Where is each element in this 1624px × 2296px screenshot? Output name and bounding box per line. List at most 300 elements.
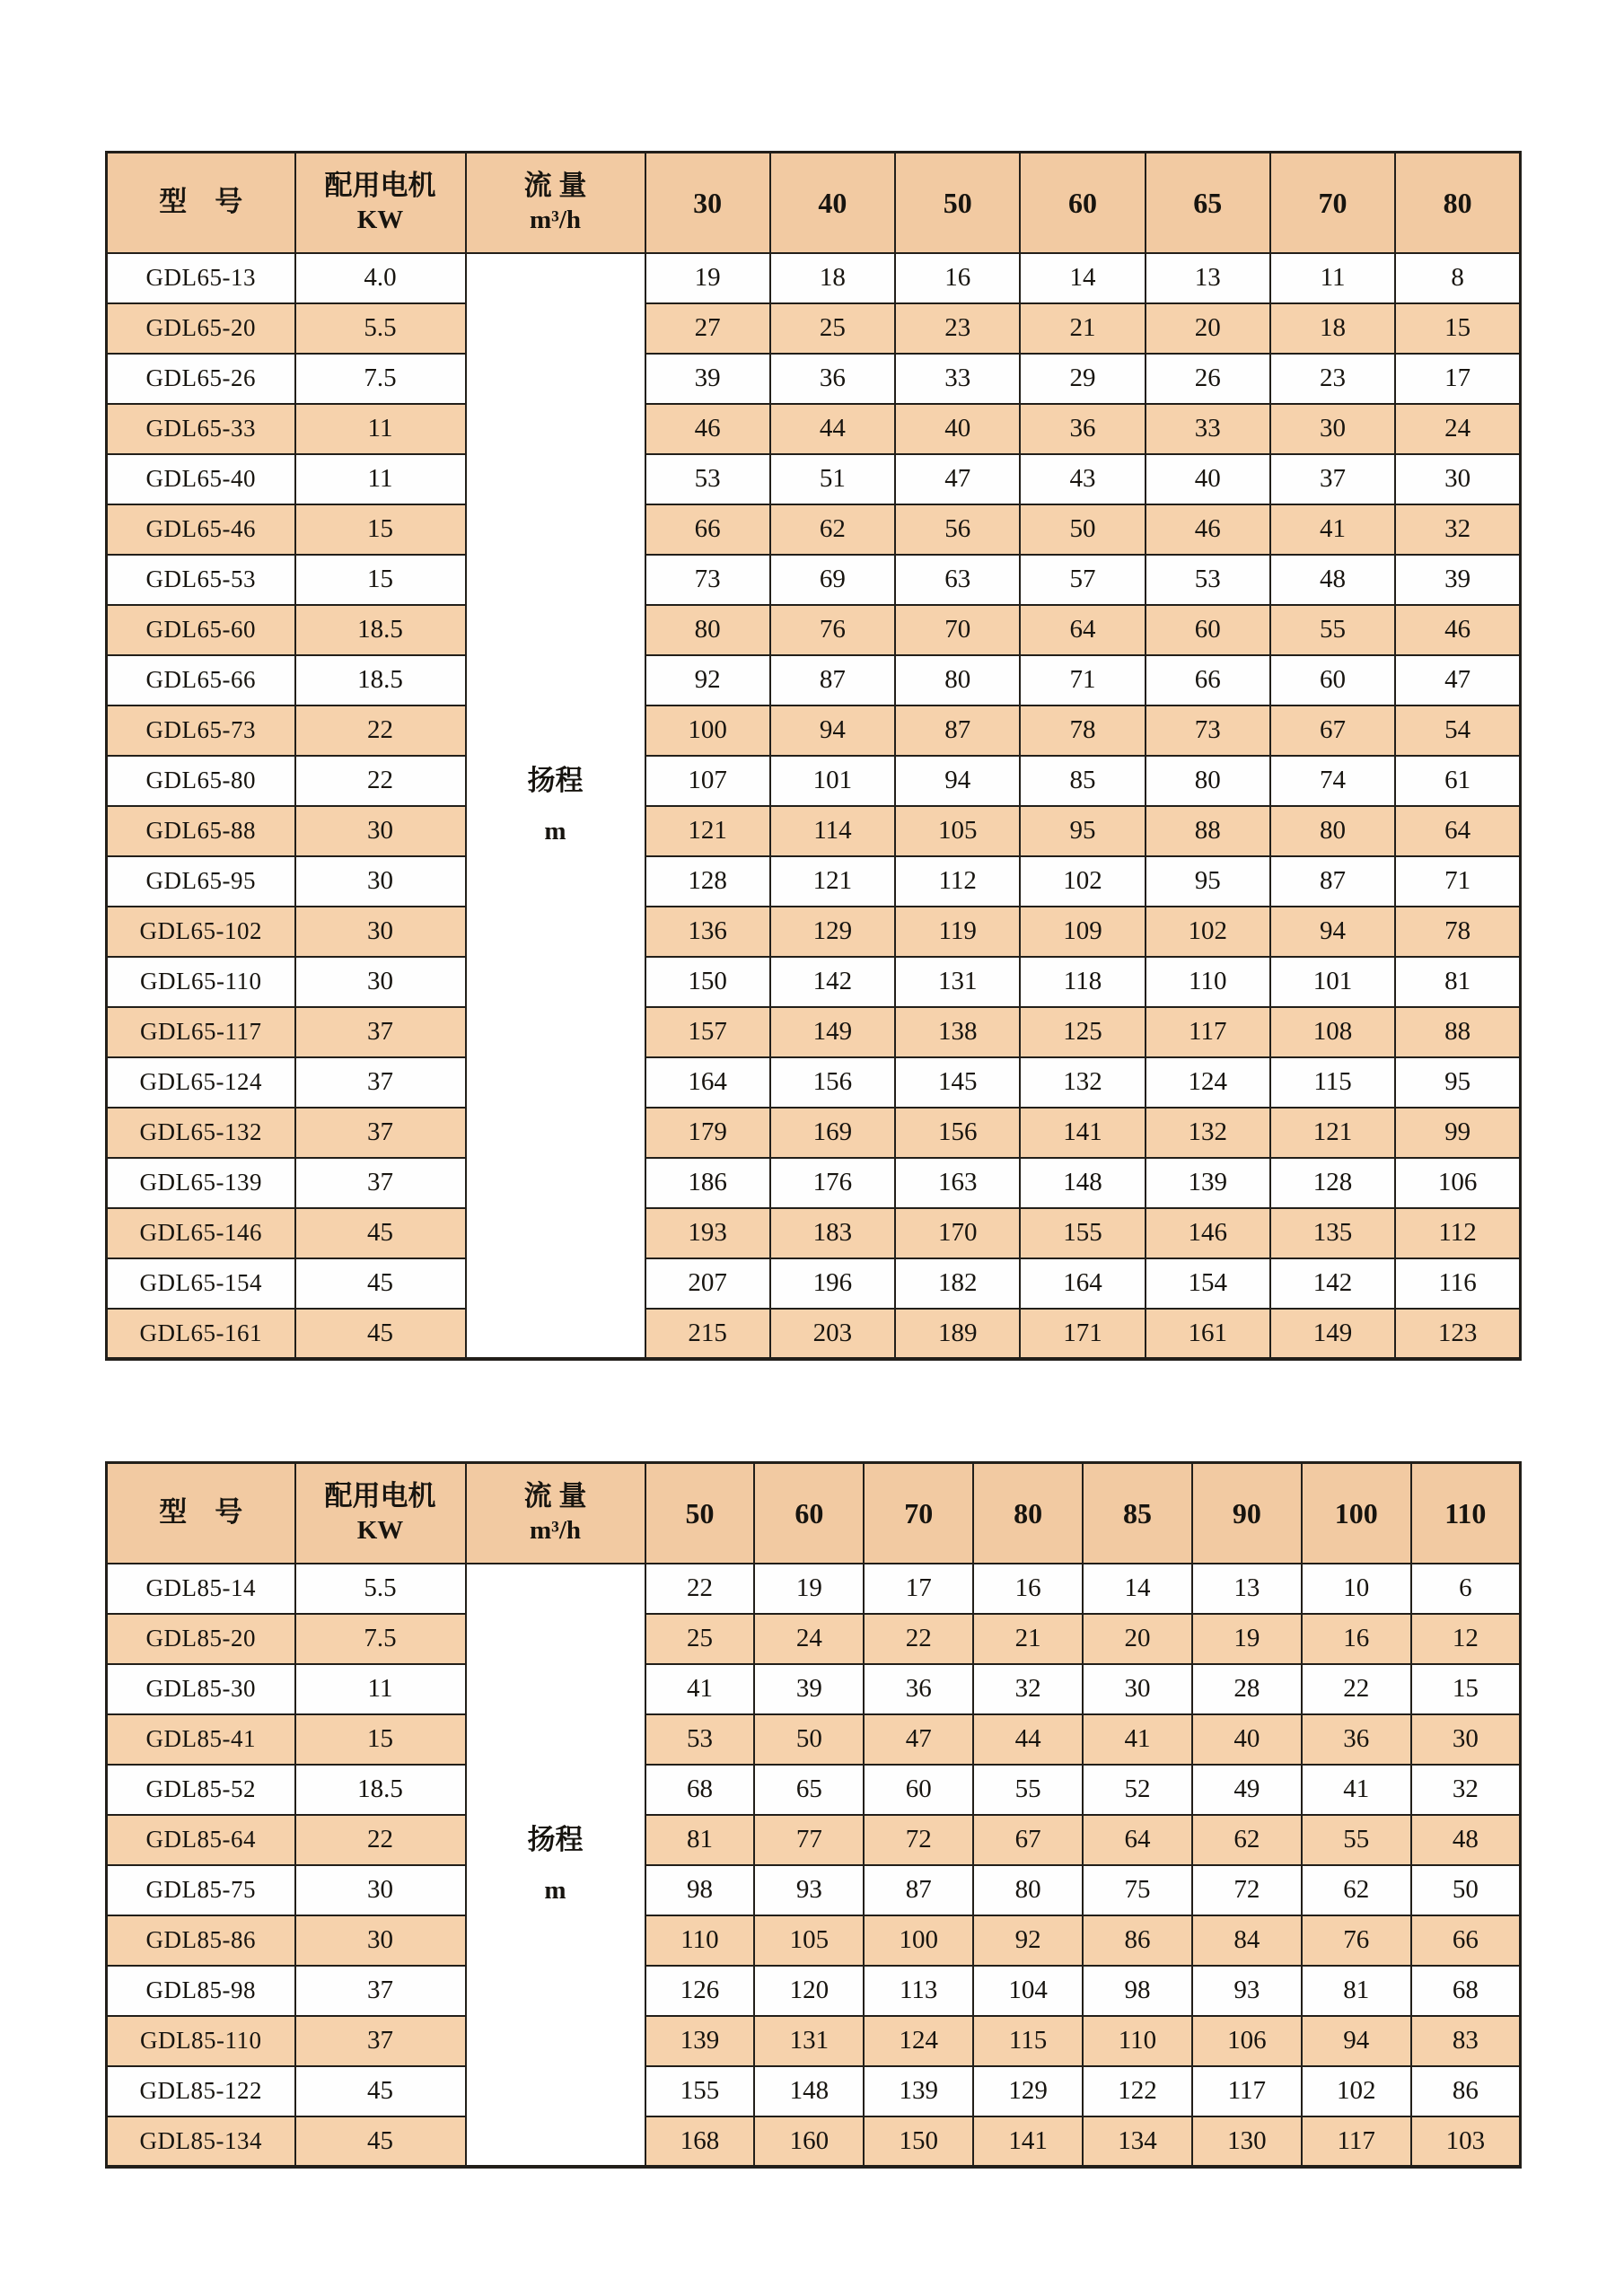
table-body	[107, 1564, 1521, 2167]
cell-head-value: 155	[1020, 1208, 1145, 1258]
cell-head-value: 73	[1146, 705, 1270, 756]
cell-model: GDL65-88	[107, 806, 295, 856]
cell-head-value: 87	[1270, 856, 1395, 907]
cell-model: GDL65-124	[107, 1057, 295, 1108]
cell-head-value: 107	[645, 756, 770, 806]
cell-head-value: 88	[1395, 1007, 1520, 1057]
pump-spec-table-gdl65	[105, 151, 1522, 1361]
cell-head-value: 104	[973, 1966, 1083, 2016]
cell-head-value: 13	[1146, 253, 1270, 303]
cell-head-value: 86	[1083, 1915, 1192, 1966]
cell-head-value: 55	[1302, 1815, 1411, 1865]
cell-head-value: 52	[1083, 1765, 1192, 1815]
cell-head-value: 196	[770, 1258, 895, 1309]
table-row	[107, 2016, 1521, 2066]
cell-head-value: 73	[645, 555, 770, 605]
cell-model: GDL85-86	[107, 1915, 295, 1966]
motor-unit: KW	[356, 206, 404, 234]
cell-head-value: 156	[895, 1108, 1020, 1158]
cell-head-value: 131	[895, 957, 1020, 1007]
cell-head-value: 118	[1020, 957, 1145, 1007]
cell-motor-kw: 45	[295, 2116, 466, 2167]
col-header-flow-85: 85	[1083, 1463, 1192, 1564]
cell-head-value: 101	[1270, 957, 1395, 1007]
table-row	[107, 555, 1521, 605]
cell-head-value: 163	[895, 1158, 1020, 1208]
table-row	[107, 1057, 1521, 1108]
cell-head-value: 53	[645, 1714, 755, 1765]
cell-head-value: 29	[1020, 354, 1145, 404]
cell-head-value: 60	[1146, 605, 1270, 655]
cell-head-value: 80	[973, 1865, 1083, 1915]
cell-head-value: 8	[1395, 253, 1520, 303]
cell-head-value: 15	[1395, 303, 1520, 354]
table-row	[107, 907, 1521, 957]
cell-head-value: 108	[1270, 1007, 1395, 1057]
cell-head-value: 36	[770, 354, 895, 404]
cell-head-value: 47	[1395, 655, 1520, 705]
table-row	[107, 1664, 1521, 1714]
cell-head-value: 122	[1083, 2066, 1192, 2116]
cell-head-value: 66	[1146, 655, 1270, 705]
table-row	[107, 806, 1521, 856]
cell-head-value: 24	[754, 1614, 864, 1664]
cell-head-value: 114	[770, 806, 895, 856]
cell-head-value: 32	[1411, 1765, 1521, 1815]
cell-head-value: 115	[973, 2016, 1083, 2066]
cell-motor-kw: 15	[295, 1714, 466, 1765]
table-row	[107, 655, 1521, 705]
cell-head-value: 109	[1020, 907, 1145, 957]
cell-motor-kw: 37	[295, 1966, 466, 2016]
pump-spec-table-gdl85	[105, 1461, 1522, 2169]
cell-head-value: 48	[1270, 555, 1395, 605]
cell-head-value: 87	[895, 705, 1020, 756]
table-row	[107, 1765, 1521, 1815]
table-row	[107, 253, 1521, 303]
cell-motor-kw: 5.5	[295, 303, 466, 354]
cell-model: GDL85-41	[107, 1714, 295, 1765]
cell-head-value: 19	[645, 253, 770, 303]
cell-head-value: 142	[770, 957, 895, 1007]
cell-head-value: 98	[645, 1865, 755, 1915]
cell-head-value: 16	[1302, 1614, 1411, 1664]
cell-head-value: 146	[1146, 1208, 1270, 1258]
cell-head-value: 16	[895, 253, 1020, 303]
col-header-model: 型 号	[107, 1463, 295, 1564]
cell-head-value: 46	[1395, 605, 1520, 655]
cell-head-value: 125	[1020, 1007, 1145, 1057]
cell-head-value: 55	[973, 1765, 1083, 1815]
cell-head-value: 193	[645, 1208, 770, 1258]
cell-head-value: 74	[1270, 756, 1395, 806]
col-header-flow-50: 50	[645, 1463, 755, 1564]
cell-model: GDL65-20	[107, 303, 295, 354]
cell-head-value: 51	[770, 454, 895, 504]
cell-head-value: 171	[1020, 1309, 1145, 1359]
table-row	[107, 1007, 1521, 1057]
cell-head-value: 129	[770, 907, 895, 957]
cell-head-value: 115	[1270, 1057, 1395, 1108]
cell-head-value: 71	[1020, 655, 1145, 705]
cell-head-value: 77	[754, 1815, 864, 1865]
cell-head-value: 141	[973, 2116, 1083, 2167]
col-header-flow-60: 60	[1020, 153, 1145, 253]
flow-unit: m³/h	[529, 206, 582, 234]
cell-model: GDL85-52	[107, 1765, 295, 1815]
cell-head-value: 95	[1395, 1057, 1520, 1108]
cell-model: GDL65-102	[107, 907, 295, 957]
cell-head-value: 80	[645, 605, 770, 655]
cell-model: GDL65-66	[107, 655, 295, 705]
cell-head-value: 71	[1395, 856, 1520, 907]
cell-head-value: 78	[1395, 907, 1520, 957]
cell-head-value: 50	[1020, 504, 1145, 555]
cell-head-value: 121	[645, 806, 770, 856]
cell-model: GDL65-80	[107, 756, 295, 806]
col-header-motor	[295, 153, 466, 253]
cell-head-value: 43	[1020, 454, 1145, 504]
col-header-flow-40: 40	[770, 153, 895, 253]
cell-model: GDL85-110	[107, 2016, 295, 2066]
cell-head-value: 124	[864, 2016, 973, 2066]
cell-model: GDL65-13	[107, 253, 295, 303]
cell-head-value: 117	[1192, 2066, 1302, 2116]
cell-motor-kw: 4.0	[295, 253, 466, 303]
cell-head-value: 49	[1192, 1765, 1302, 1815]
head-column-merged-cell	[466, 253, 645, 1359]
cell-head-value: 176	[770, 1158, 895, 1208]
cell-head-value: 55	[1270, 605, 1395, 655]
cell-motor-kw: 30	[295, 1915, 466, 1966]
cell-head-value: 40	[1146, 454, 1270, 504]
cell-head-value: 150	[864, 2116, 973, 2167]
cell-head-value: 84	[1192, 1915, 1302, 1966]
cell-head-value: 215	[645, 1309, 770, 1359]
cell-head-value: 66	[1411, 1915, 1521, 1966]
cell-head-value: 47	[895, 454, 1020, 504]
cell-head-value: 39	[645, 354, 770, 404]
cell-head-value: 186	[645, 1158, 770, 1208]
cell-head-value: 64	[1020, 605, 1145, 655]
col-header-flow-65: 65	[1146, 153, 1270, 253]
cell-head-value: 80	[1146, 756, 1270, 806]
cell-head-value: 21	[973, 1614, 1083, 1664]
col-header-flow-70: 70	[1270, 153, 1395, 253]
cell-head-value: 64	[1395, 806, 1520, 856]
cell-head-value: 16	[973, 1564, 1083, 1614]
cell-head-value: 48	[1411, 1815, 1521, 1865]
cell-model: GDL85-30	[107, 1664, 295, 1714]
cell-head-value: 94	[1302, 2016, 1411, 2066]
cell-head-value: 60	[1270, 655, 1395, 705]
table-row	[107, 504, 1521, 555]
cell-head-value: 87	[864, 1865, 973, 1915]
cell-head-value: 50	[1411, 1865, 1521, 1915]
cell-head-value: 81	[645, 1815, 755, 1865]
cell-model: GDL65-40	[107, 454, 295, 504]
col-header-flow-100: 100	[1302, 1463, 1411, 1564]
cell-head-value: 119	[895, 907, 1020, 957]
cell-head-value: 120	[754, 1966, 864, 2016]
cell-motor-kw: 11	[295, 454, 466, 504]
cell-head-value: 80	[1270, 806, 1395, 856]
cell-motor-kw: 45	[295, 1208, 466, 1258]
cell-head-value: 25	[645, 1614, 755, 1664]
cell-head-value: 68	[645, 1765, 755, 1815]
cell-head-value: 18	[770, 253, 895, 303]
cell-head-value: 24	[1395, 404, 1520, 454]
cell-head-value: 106	[1192, 2016, 1302, 2066]
cell-head-value: 18	[1270, 303, 1395, 354]
cell-head-value: 30	[1395, 454, 1520, 504]
cell-head-value: 72	[1192, 1865, 1302, 1915]
cell-head-value: 23	[895, 303, 1020, 354]
cell-head-value: 36	[864, 1664, 973, 1714]
cell-head-value: 46	[1146, 504, 1270, 555]
cell-head-value: 20	[1083, 1614, 1192, 1664]
cell-head-value: 132	[1020, 1057, 1145, 1108]
table-row	[107, 957, 1521, 1007]
cell-head-value: 78	[1020, 705, 1145, 756]
cell-head-value: 160	[754, 2116, 864, 2167]
cell-head-value: 17	[1395, 354, 1520, 404]
cell-model: GDL65-73	[107, 705, 295, 756]
cell-head-value: 19	[1192, 1614, 1302, 1664]
cell-model: GDL85-98	[107, 1966, 295, 2016]
gdl85-table	[105, 1461, 1522, 2169]
cell-motor-kw: 11	[295, 404, 466, 454]
cell-head-value: 101	[770, 756, 895, 806]
cell-head-value: 65	[754, 1765, 864, 1815]
cell-head-value: 92	[973, 1915, 1083, 1966]
col-header-motor	[295, 1463, 466, 1564]
cell-motor-kw: 30	[295, 957, 466, 1007]
cell-head-value: 41	[1083, 1714, 1192, 1765]
cell-head-value: 30	[1270, 404, 1395, 454]
cell-head-value: 164	[645, 1057, 770, 1108]
cell-head-value: 64	[1083, 1815, 1192, 1865]
header-row	[107, 1463, 1521, 1564]
col-header-flow-30: 30	[645, 153, 770, 253]
cell-head-value: 41	[645, 1664, 755, 1714]
cell-head-value: 36	[1020, 404, 1145, 454]
cell-model: GDL65-95	[107, 856, 295, 907]
cell-head-value: 139	[1146, 1158, 1270, 1208]
cell-head-value: 33	[895, 354, 1020, 404]
table-row	[107, 605, 1521, 655]
table-row	[107, 1158, 1521, 1208]
cell-head-value: 75	[1083, 1865, 1192, 1915]
col-header-flow-90: 90	[1192, 1463, 1302, 1564]
cell-motor-kw: 15	[295, 555, 466, 605]
cell-model: GDL85-122	[107, 2066, 295, 2116]
cell-head-value: 83	[1411, 2016, 1521, 2066]
cell-head-value: 44	[973, 1714, 1083, 1765]
head-label: 扬程	[527, 765, 584, 797]
cell-head-value: 136	[645, 907, 770, 957]
cell-head-value: 47	[864, 1714, 973, 1765]
cell-head-value: 57	[1020, 555, 1145, 605]
cell-head-value: 94	[895, 756, 1020, 806]
cell-motor-kw: 18.5	[295, 655, 466, 705]
cell-head-value: 139	[864, 2066, 973, 2116]
cell-head-value: 128	[1270, 1158, 1395, 1208]
cell-head-value: 106	[1395, 1158, 1520, 1208]
cell-head-value: 121	[1270, 1108, 1395, 1158]
cell-motor-kw: 22	[295, 1815, 466, 1865]
table-row	[107, 2116, 1521, 2167]
col-header-flow-110: 110	[1411, 1463, 1521, 1564]
cell-head-value: 105	[895, 806, 1020, 856]
table-row	[107, 303, 1521, 354]
cell-model: GDL85-20	[107, 1614, 295, 1664]
cell-head-value: 62	[770, 504, 895, 555]
cell-head-value: 149	[1270, 1309, 1395, 1359]
cell-head-value: 12	[1411, 1614, 1521, 1664]
cell-model: GDL65-53	[107, 555, 295, 605]
cell-motor-kw: 45	[295, 1258, 466, 1309]
cell-head-value: 13	[1192, 1564, 1302, 1614]
cell-head-value: 22	[1302, 1664, 1411, 1714]
cell-head-value: 179	[645, 1108, 770, 1158]
cell-model: GDL65-46	[107, 504, 295, 555]
cell-motor-kw: 15	[295, 504, 466, 555]
cell-head-value: 70	[895, 605, 1020, 655]
cell-head-value: 98	[1083, 1966, 1192, 2016]
cell-head-value: 40	[1192, 1714, 1302, 1765]
cell-motor-kw: 37	[295, 1108, 466, 1158]
cell-head-value: 103	[1411, 2116, 1521, 2167]
cell-head-value: 94	[1270, 907, 1395, 957]
cell-head-value: 142	[1270, 1258, 1395, 1309]
cell-motor-kw: 22	[295, 756, 466, 806]
head-unit: m	[544, 1875, 566, 1905]
cell-head-value: 72	[864, 1815, 973, 1865]
motor-unit: KW	[356, 1516, 404, 1545]
cell-model: GDL65-110	[107, 957, 295, 1007]
cell-head-value: 121	[770, 856, 895, 907]
cell-head-value: 22	[864, 1614, 973, 1664]
table-row	[107, 1309, 1521, 1359]
cell-head-value: 128	[645, 856, 770, 907]
cell-head-value: 99	[1395, 1108, 1520, 1158]
cell-head-value: 161	[1146, 1309, 1270, 1359]
cell-head-value: 17	[864, 1564, 973, 1614]
motor-label: 配用电机	[324, 1480, 436, 1512]
cell-motor-kw: 7.5	[295, 1614, 466, 1664]
cell-head-value: 93	[1192, 1966, 1302, 2016]
cell-head-value: 36	[1302, 1714, 1411, 1765]
cell-head-value: 6	[1411, 1564, 1521, 1614]
cell-head-value: 37	[1270, 454, 1395, 504]
cell-head-value: 117	[1302, 2116, 1411, 2167]
cell-head-value: 182	[895, 1258, 1020, 1309]
cell-model: GDL85-14	[107, 1564, 295, 1614]
cell-head-value: 139	[645, 2016, 755, 2066]
cell-head-value: 102	[1020, 856, 1145, 907]
cell-head-value: 170	[895, 1208, 1020, 1258]
table-row	[107, 1258, 1521, 1309]
cell-model: GDL85-75	[107, 1865, 295, 1915]
table-row	[107, 1108, 1521, 1158]
cell-head-value: 14	[1083, 1564, 1192, 1614]
cell-head-value: 11	[1270, 253, 1395, 303]
cell-model: GDL65-139	[107, 1158, 295, 1208]
cell-head-value: 157	[645, 1007, 770, 1057]
cell-model: GDL65-33	[107, 404, 295, 454]
cell-head-value: 154	[1146, 1258, 1270, 1309]
col-header-flow-60: 60	[754, 1463, 864, 1564]
cell-head-value: 40	[895, 404, 1020, 454]
cell-head-value: 62	[1302, 1865, 1411, 1915]
cell-head-value: 105	[754, 1915, 864, 1966]
cell-head-value: 27	[645, 303, 770, 354]
cell-head-value: 131	[754, 2016, 864, 2066]
cell-head-value: 141	[1020, 1108, 1145, 1158]
cell-head-value: 30	[1411, 1714, 1521, 1765]
gdl65-table	[105, 151, 1522, 1361]
cell-head-value: 26	[1146, 354, 1270, 404]
cell-motor-kw: 30	[295, 1865, 466, 1915]
cell-motor-kw: 30	[295, 907, 466, 957]
table-row	[107, 1714, 1521, 1765]
cell-head-value: 110	[645, 1915, 755, 1966]
cell-head-value: 54	[1395, 705, 1520, 756]
cell-head-value: 207	[645, 1258, 770, 1309]
cell-model: GDL85-134	[107, 2116, 295, 2167]
cell-model: GDL65-132	[107, 1108, 295, 1158]
cell-head-value: 41	[1302, 1765, 1411, 1815]
cell-head-value: 30	[1083, 1664, 1192, 1714]
cell-head-value: 132	[1146, 1108, 1270, 1158]
cell-head-value: 92	[645, 655, 770, 705]
table-row	[107, 1564, 1521, 1614]
table-row	[107, 1208, 1521, 1258]
table-row	[107, 1815, 1521, 1865]
cell-head-value: 100	[864, 1915, 973, 1966]
cell-head-value: 67	[973, 1815, 1083, 1865]
cell-head-value: 46	[645, 404, 770, 454]
cell-head-value: 135	[1270, 1208, 1395, 1258]
flow-label: 流 量	[523, 170, 587, 202]
cell-head-value: 61	[1395, 756, 1520, 806]
cell-head-value: 112	[1395, 1208, 1520, 1258]
cell-head-value: 69	[770, 555, 895, 605]
cell-head-value: 129	[973, 2066, 1083, 2116]
cell-motor-kw: 37	[295, 1057, 466, 1108]
table-row	[107, 856, 1521, 907]
cell-head-value: 110	[1083, 2016, 1192, 2066]
cell-head-value: 189	[895, 1309, 1020, 1359]
cell-head-value: 62	[1192, 1815, 1302, 1865]
cell-head-value: 21	[1020, 303, 1145, 354]
cell-head-value: 134	[1083, 2116, 1192, 2167]
flow-label: 流 量	[523, 1480, 587, 1512]
cell-head-value: 183	[770, 1208, 895, 1258]
cell-motor-kw: 37	[295, 1007, 466, 1057]
cell-head-value: 41	[1270, 504, 1395, 555]
header-row	[107, 153, 1521, 253]
cell-head-value: 25	[770, 303, 895, 354]
cell-head-value: 76	[1302, 1915, 1411, 1966]
cell-head-value: 67	[1270, 705, 1395, 756]
cell-head-value: 88	[1146, 806, 1270, 856]
cell-head-value: 10	[1302, 1564, 1411, 1614]
col-header-flow-80: 80	[973, 1463, 1083, 1564]
cell-model: GDL65-117	[107, 1007, 295, 1057]
cell-motor-kw: 37	[295, 1158, 466, 1208]
